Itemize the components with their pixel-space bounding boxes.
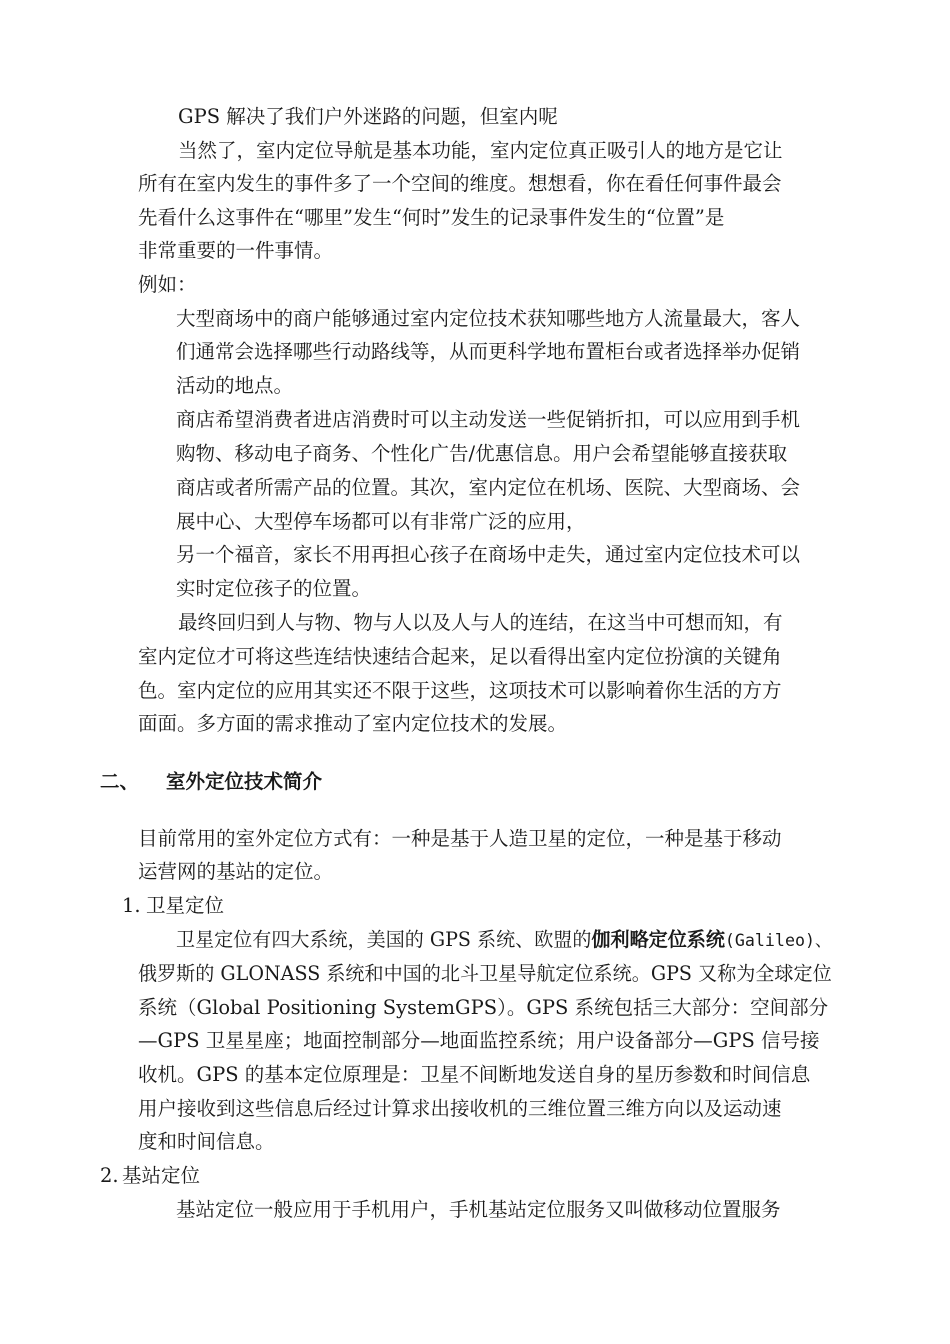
paragraph-line: 当然了，室内定位导航是基本功能，室内定位真正吸引人的地方是它让 <box>178 139 783 162</box>
paragraph-line: 先看什么这事件在“哪里”发生“何时”发生的记录事件发生的“位置”是 <box>138 206 725 229</box>
section-number: 二、 <box>100 770 140 793</box>
paragraph-line: 面面。多方面的需求推动了室内定位技术的发展。 <box>138 712 568 735</box>
text-run: (Galileo)、 <box>724 931 832 951</box>
paragraph-line: 用户接收到这些信息后经过计算求出接收机的三维位置三维方向以及运动速 <box>138 1097 782 1120</box>
paragraph-line: 俄罗斯的 GLONASS 系统和中国的北斗卫星导航定位系统。GPS 又称为全球定位 <box>138 962 832 985</box>
list-item-number: 2. <box>100 1164 119 1187</box>
paragraph-line: 收机。GPS 的基本定位原理是：卫星不间断地发送自身的星历参数和时间信息 <box>138 1063 811 1086</box>
paragraph-line: 所有在室内发生的事件多了一个空间的维度。想想看，你在看任何事件最会 <box>138 172 782 195</box>
example-line: 们通常会选择哪些行动路线等，从而更科学地布置柜台或者选择举办促销 <box>176 340 801 363</box>
paragraph-line: 非常重要的一件事情。 <box>138 239 334 262</box>
example-line: 实时定位孩子的位置。 <box>176 577 372 600</box>
text-run: 卫星定位有四大系统，美国的 GPS 系统、欧盟的 <box>176 928 592 951</box>
example-line: 活动的地点。 <box>176 374 294 397</box>
paragraph-line: 基站定位一般应用于手机用户，手机基站定位服务又叫做移动位置服务 <box>176 1198 781 1221</box>
example-line: 展中心、大型停车场都可以有非常广泛的应用， <box>176 510 586 533</box>
paragraph-line <box>176 926 832 955</box>
paragraph-line: 系统（Global Positioning SystemGPS）。GPS 系统包括三大部分：空间部分 <box>138 996 829 1019</box>
paragraph-line: 最终回归到人与物、物与人以及人与人的连结，在这当中可想而知，有 <box>178 611 783 634</box>
list-item-title: 卫星定位 <box>146 894 225 917</box>
list-item-title: 基站定位 <box>122 1164 201 1187</box>
list-item-number: 1. <box>122 894 141 917</box>
example-line: 商店或者所需产品的位置。其次，室内定位在机场、医院、大型商场、会 <box>176 476 801 499</box>
section-title: 室外定位技术简介 <box>166 770 323 793</box>
paragraph-line: —GPS 卫星星座；地面控制部分—地面监控系统；用户设备部分—GPS 信号接 <box>138 1029 820 1052</box>
paragraph-line: 室内定位才可将这些连结快速结合起来，足以看得出室内定位扮演的关键角 <box>138 645 782 668</box>
example-line: 购物、移动电子商务、个性化广告/优惠信息。用户会希望能够直接获取 <box>176 442 788 465</box>
example-line: 另一个福音，家长不用再担心孩子在商场中走失，通过室内定位技术可以 <box>176 543 801 566</box>
bold-term: 伽利略定位系统 <box>591 928 725 951</box>
paragraph-line: 运营网的基站的定位。 <box>138 860 334 883</box>
paragraph-line: 目前常用的室外定位方式有：一种是基于人造卫星的定位，一种是基于移动 <box>138 827 782 850</box>
example-line: 商店希望消费者进店消费时可以主动发送一些促销折扣，可以应用到手机 <box>176 408 801 431</box>
paragraph-line: 度和时间信息。 <box>138 1130 275 1153</box>
intro-title-line: GPS 解决了我们户外迷路的问题，但室内呢 <box>178 105 558 128</box>
example-line: 大型商场中的商户能够通过室内定位技术获知哪些地方人流量最大，客人 <box>176 307 801 330</box>
paragraph-line: 色。室内定位的应用其实还不限于这些，这项技术可以影响着你生活的方方 <box>138 679 782 702</box>
example-label: 例如： <box>138 273 197 296</box>
